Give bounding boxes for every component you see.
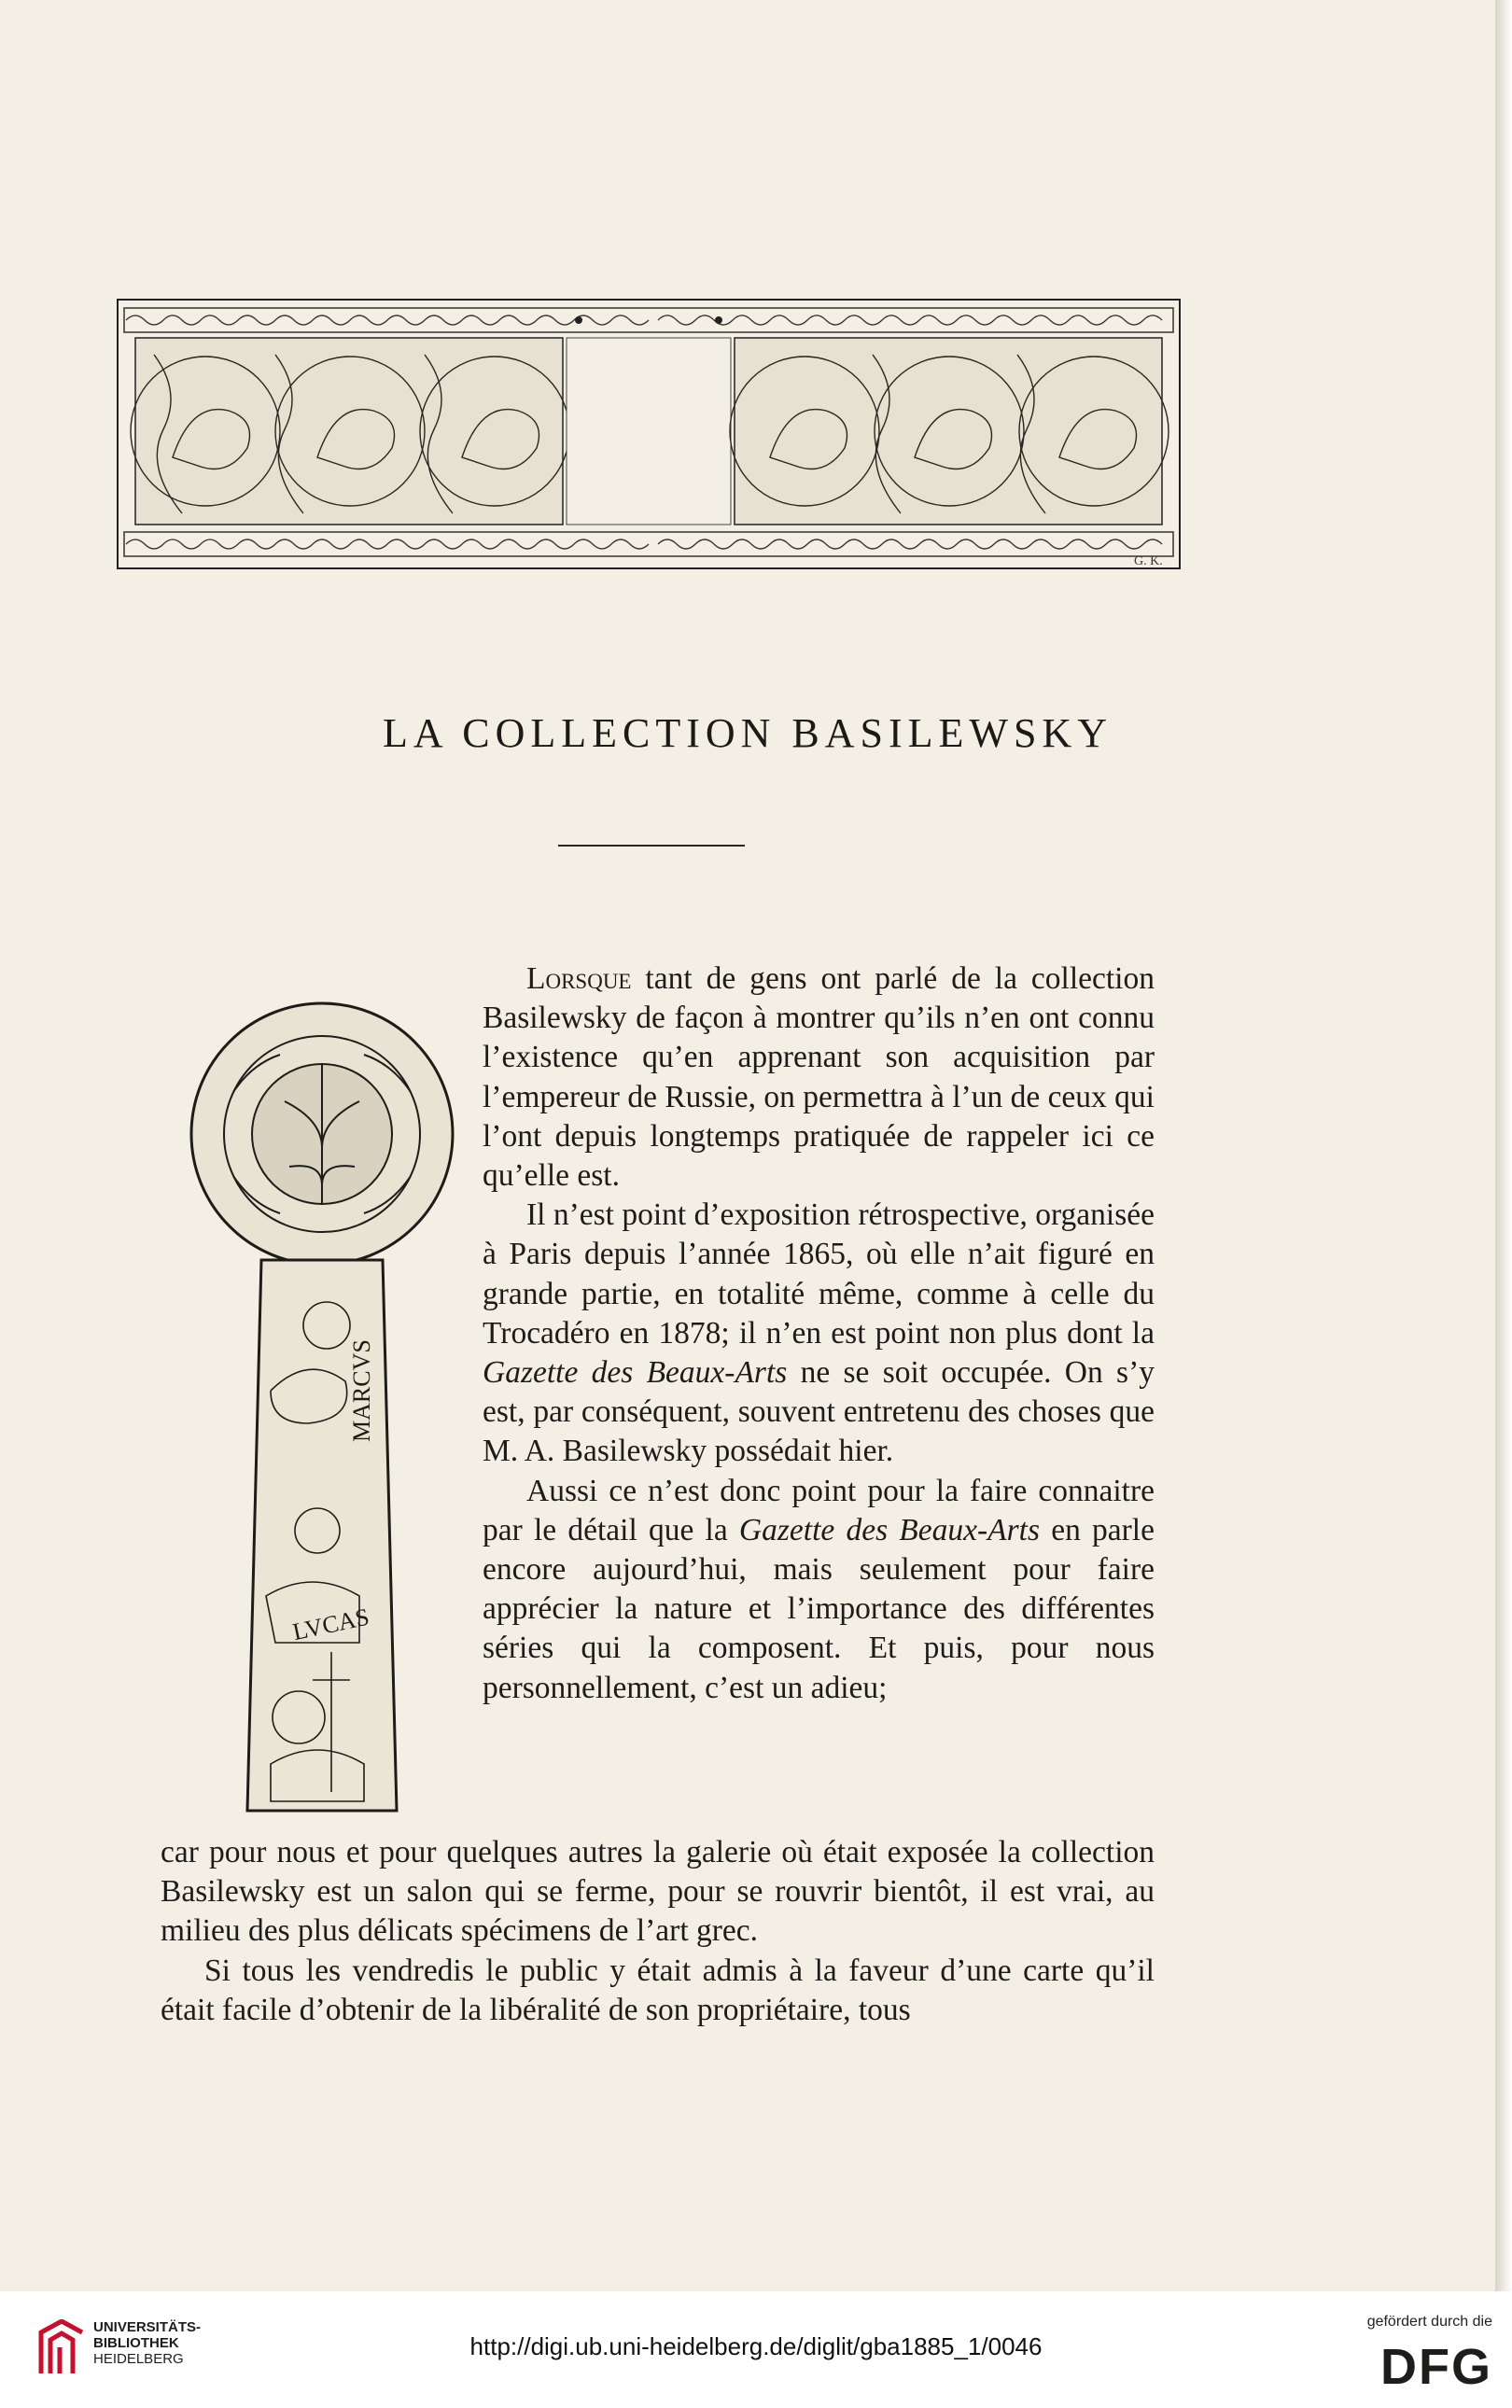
paragraph-1-text: tant de gens ont parlé de la collection Basilewsky de façon à montrer qu’ils n’en ont connu l’existence qu’en apprenant son acquisition par l’empereur de Russie, on permettra à l’un de ceux qui l’ont depuis longtemps pratiquée de rappeler ici ce qu’elle est. (483, 961, 1155, 1194)
library-name-line-1: UNIVERSITÄTS- (93, 2319, 202, 2335)
key-inscription-lucas: LVCAS (289, 1603, 372, 1646)
paragraph-4: Si tous les vendredis le public y était admis à la faveur d’une carte qu’il était facile d’obtenir de la libéralité de son propriétaire, tous (161, 1953, 1155, 2027)
library-name-line-3: HEIDELBERG (93, 2351, 184, 2367)
journal-title: Gazette des Beaux-Arts (738, 1512, 1041, 1547)
paragraph-2 (483, 1196, 1155, 1471)
page-title: LA COLLECTION BASILEWSKY (383, 710, 1113, 756)
title-divider (558, 845, 745, 847)
journal-title: Gazette des Beaux-Arts (483, 1355, 788, 1391)
paragraph-3 (483, 1472, 1155, 1708)
paragraph-3-text-b: en parle encore aujourd’hui, mais seulement pour faire apprécier la nature et l’importance des différentes séries qui la composent. Et puis, pour nous personnellement, c’est un adieu; (483, 1512, 1155, 1705)
body-text-wrapped (483, 959, 1155, 1708)
funding-label: gefördert durch die (1366, 2314, 1492, 2330)
paragraph-2-text-a: Il n’est point d’exposition rétrospective, organisée à Paris depuis l’année 1865, où elle n’ait figuré en grande partie, en totalité même, comme à celle du Trocadéro en 1878; il n’en est point non plus dont la (483, 1197, 1155, 1351)
paragraph-3-continued: car pour nous et pour quelques autres la galerie où était exposée la collection Basilewsky est un salon qui se ferme, pour se rouvrir bientôt, il est vrai, au milieu des plus délicats spécimens de l’art grec. (161, 1835, 1155, 1949)
paragraph-1 (483, 959, 1155, 1196)
key-illustration (187, 999, 457, 1820)
frieze-signature: G. K. (1134, 554, 1163, 568)
paragraph-lead-word: Lorsque (526, 961, 632, 996)
paragraph-2-text-b: ne se soit occupée. On s’y est, par conséquent, souvent entretenu des choses que M. A. Basilewsky possédait hier. (483, 1355, 1155, 1469)
ornamental-frieze-illustration (117, 299, 1181, 569)
library-name-line-2: BIBLIOTHEK (93, 2335, 179, 2351)
source-url-link[interactable]: http://digi.ub.uni-heidelberg.de/diglit/gba1885_1/0046 (469, 2332, 1043, 2360)
body-text-full-width (161, 1833, 1155, 2030)
page-edge-shadow (1495, 0, 1512, 2291)
dfg-logo: DFG (1380, 2339, 1492, 2395)
footer-bar (0, 2291, 1512, 2408)
key-inscription-marcus: MARCVS (348, 1339, 375, 1442)
paragraph-3-text-a: Aussi ce n’est donc point pour la faire connaitre par le détail que la (483, 1473, 1155, 1547)
